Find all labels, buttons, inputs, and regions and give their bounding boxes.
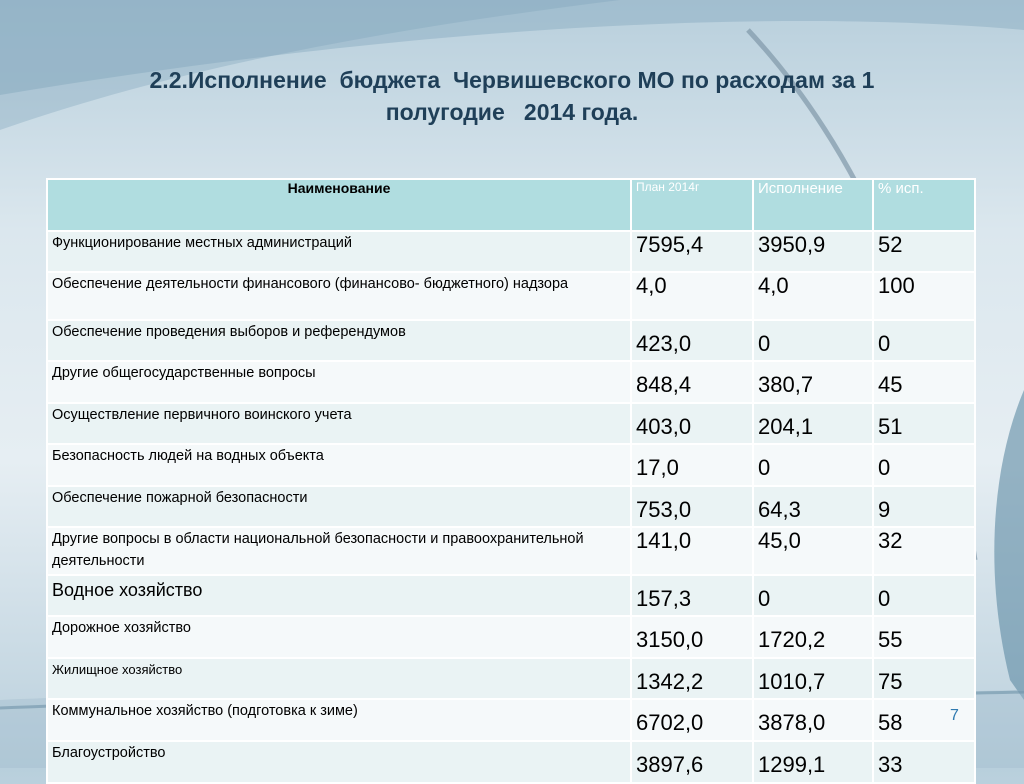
table-row (47, 527, 975, 575)
row-plan: 3897,6 (631, 741, 753, 783)
row-name: Функционирование местных администраций (47, 231, 631, 272)
row-exec: 4,0 (753, 272, 873, 320)
row-plan: 3150,0 (631, 616, 753, 658)
row-exec: 204,1 (753, 403, 873, 444)
row-plan: 6702,0 (631, 699, 753, 741)
table-row (47, 272, 975, 320)
row-exec: 0 (753, 320, 873, 361)
row-plan: 403,0 (631, 403, 753, 444)
page-number: 7 (950, 707, 959, 724)
table-row (47, 741, 975, 783)
row-name: Обеспечение деятельности финансового (финансово- бюджетного) надзора (47, 272, 631, 320)
table-row (47, 444, 975, 486)
row-plan: 157,3 (631, 575, 753, 616)
row-pct: 33 (873, 741, 975, 783)
row-name: Другие вопросы в области национальной безопасности и правоохранительной деятельности (47, 527, 631, 575)
row-plan: 7595,4 (631, 231, 753, 272)
row-plan: 848,4 (631, 361, 753, 403)
row-pct: 51 (873, 403, 975, 444)
row-name: Другие общегосударственные вопросы (47, 361, 631, 403)
table-row (47, 231, 975, 272)
row-name: Обеспечение пожарной безопасности (47, 486, 631, 527)
row-pct: 100 (873, 272, 975, 320)
row-pct: 32 (873, 527, 975, 575)
row-name: Благоустройство (47, 741, 631, 783)
row-pct: 9 (873, 486, 975, 527)
row-plan: 1342,2 (631, 658, 753, 699)
header-name: Наименование (47, 179, 631, 231)
table-header-row (47, 179, 975, 231)
table-row (47, 699, 975, 741)
row-name: Безопасность людей на водных объекта (47, 444, 631, 486)
row-pct: 75 (873, 658, 975, 699)
table-row (47, 616, 975, 658)
row-exec: 1720,2 (753, 616, 873, 658)
table-row (47, 403, 975, 444)
row-exec: 0 (753, 444, 873, 486)
row-exec: 45,0 (753, 527, 873, 575)
row-name: Жилищное хозяйство (47, 658, 631, 699)
row-exec: 1010,7 (753, 658, 873, 699)
row-name: Коммунальное хозяйство (подготовка к зиме) (47, 699, 631, 741)
title-line-2: полугодие 2014 года. (385, 99, 639, 125)
row-name: Дорожное хозяйство (47, 616, 631, 658)
row-pct: 52 (873, 231, 975, 272)
row-plan: 753,0 (631, 486, 753, 527)
row-name: Водное хозяйство (47, 575, 631, 616)
table-row (47, 320, 975, 361)
row-plan: 4,0 (631, 272, 753, 320)
table-row (47, 575, 975, 616)
row-plan: 17,0 (631, 444, 753, 486)
header-exec: Исполнение (753, 179, 873, 231)
row-pct: 58 (873, 699, 975, 741)
row-plan: 423,0 (631, 320, 753, 361)
row-exec: 3950,9 (753, 231, 873, 272)
table-row (47, 486, 975, 527)
row-exec: 1299,1 (753, 741, 873, 783)
title-line-1: 2.2.Исполнение бюджета Червишевского МО по расходам за 1 (149, 67, 875, 93)
row-exec: 3878,0 (753, 699, 873, 741)
row-name: Осуществление первичного воинского учета (47, 403, 631, 444)
row-exec: 380,7 (753, 361, 873, 403)
row-pct: 0 (873, 320, 975, 361)
header-plan: План 2014г (631, 179, 753, 231)
row-exec: 0 (753, 575, 873, 616)
row-pct: 0 (873, 444, 975, 486)
table-row (47, 361, 975, 403)
budget-table (46, 178, 976, 784)
row-pct: 0 (873, 575, 975, 616)
row-pct: 55 (873, 616, 975, 658)
row-pct: 45 (873, 361, 975, 403)
row-exec: 64,3 (753, 486, 873, 527)
table-row (47, 658, 975, 699)
slide-title (60, 64, 964, 128)
row-plan: 141,0 (631, 527, 753, 575)
row-name: Обеспечение проведения выборов и референдумов (47, 320, 631, 361)
header-pct: % исп. (873, 179, 975, 231)
